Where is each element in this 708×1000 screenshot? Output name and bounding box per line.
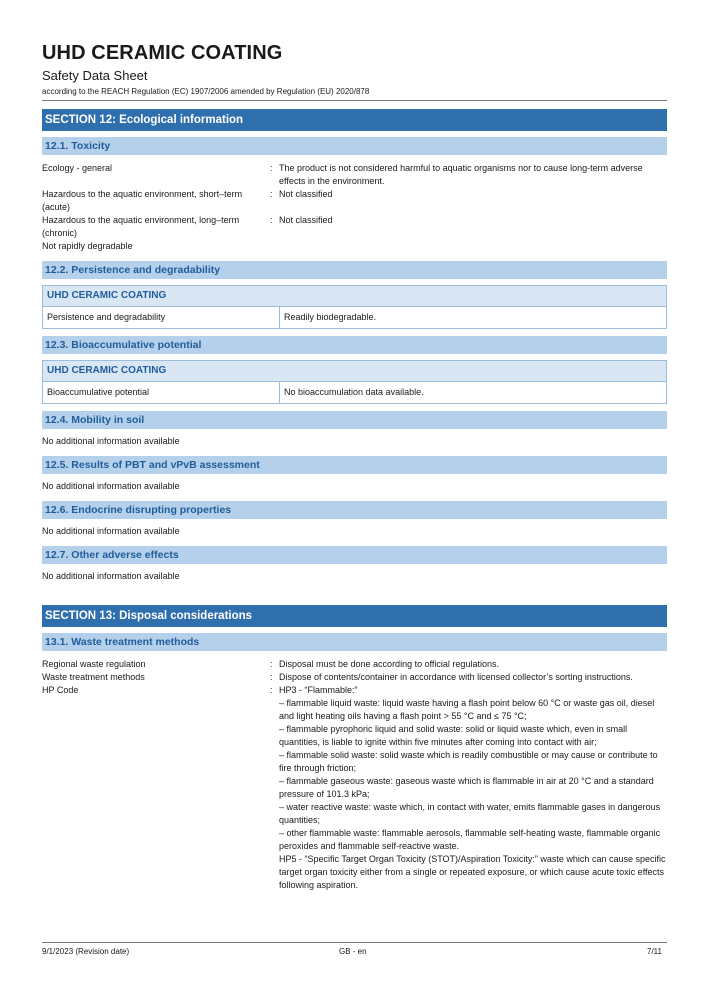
degradability-note: Not rapidly degradable <box>42 241 133 251</box>
hp-line: – flammable pyrophoric liquid and solid waste: solid or liquid waste which, even in small quantities, is liable to ignite within five minutes after coming into contact with air; <box>279 724 628 747</box>
column-divider <box>279 307 280 328</box>
section-13-header: SECTION 13: Disposal considerations <box>42 605 667 627</box>
subsection-12-1-header: 12.1. Toxicity <box>42 137 667 155</box>
bioaccumulative-table <box>42 360 667 404</box>
table-title: UHD CERAMIC COATING <box>42 360 667 382</box>
bioaccumulative-label: Bioaccumulative potential <box>47 387 150 397</box>
hp-line: – flammable gaseous waste: gaseous waste which is flammable in air at 20 °C and a standard pressure of 101.3 kPa; <box>279 776 654 799</box>
colon: : <box>270 215 273 225</box>
subsection-12-6-header: 12.6. Endocrine disrupting properties <box>42 501 667 519</box>
ecology-general-label: Ecology - general <box>42 163 113 173</box>
hp-line: – flammable liquid waste: liquid waste having a flash point below 60 °C or waste gas oil, diesel and light heating oils having a flash point > 55 °C and ≤ 75 °C; <box>279 698 655 721</box>
document-title: UHD CERAMIC COATING <box>42 42 283 64</box>
subsection-12-3-header: 12.3. Bioaccumulative potential <box>42 336 667 354</box>
footer-divider <box>42 942 667 943</box>
endocrine-text: No additional information available <box>42 526 180 536</box>
colon: : <box>270 163 273 173</box>
hp-code-values <box>279 684 669 892</box>
hp-line: – other flammable waste: flammable aerosols, flammable self-heating waste, flammable organic peroxides and flammable self-reactive waste. <box>279 828 661 851</box>
aquatic-acute-label: Hazardous to the aquatic environment, short–term (acute) <box>42 189 243 212</box>
regulation-note: according to the REACH Regulation (EC) 1907/2006 amended by Regulation (EU) 2020/878 <box>42 87 370 96</box>
colon: : <box>270 672 273 682</box>
subsection-12-5-header: 12.5. Results of PBT and vPvB assessment <box>42 456 667 474</box>
hp-line: HP5 - “Specific Target Organ Toxicity (STOT)/Aspiration Toxicity:” waste which can cause specific target organ toxicity either from a single or repeated exposure, or which cause acute toxic effects following aspiration. <box>279 854 666 890</box>
persistence-label: Persistence and degradability <box>47 312 166 322</box>
table-row <box>42 382 667 404</box>
subsection-12-2-header: 12.2. Persistence and degradability <box>42 261 667 279</box>
table-row <box>42 307 667 329</box>
page-number: 7/11 <box>647 947 662 956</box>
section-12-header: SECTION 12: Ecological information <box>42 109 667 131</box>
regional-regulation-label: Regional waste regulation <box>42 659 146 669</box>
aquatic-chronic-label: Hazardous to the aquatic environment, long–term (chronic) <box>42 215 240 238</box>
subsection-12-4-header: 12.4. Mobility in soil <box>42 411 667 429</box>
document-subtitle: Safety Data Sheet <box>42 68 148 83</box>
hp-line: HP3 - “Flammable:” <box>279 685 358 695</box>
aquatic-acute-value: Not classified <box>279 189 333 199</box>
pbt-text: No additional information available <box>42 481 180 491</box>
revision-date: 9/1/2023 (Revision date) <box>42 947 130 956</box>
locale-label: GB - en <box>339 947 367 956</box>
other-effects-text: No additional information available <box>42 571 180 581</box>
column-divider <box>279 382 280 403</box>
mobility-text: No additional information available <box>42 436 180 446</box>
hp-line: – flammable solid waste: solid waste which is readily combustible or may cause or contribute to fire through friction; <box>279 750 658 773</box>
ecology-general-value: The product is not considered harmful to aquatic organisms nor to cause long-term adverse effects in the environment. <box>279 163 643 186</box>
colon: : <box>270 659 273 669</box>
persistence-table <box>42 285 667 329</box>
regional-regulation-value: Disposal must be done according to official regulations. <box>279 659 499 669</box>
colon: : <box>270 685 273 695</box>
subsection-12-7-header: 12.7. Other adverse effects <box>42 546 667 564</box>
aquatic-chronic-value: Not classified <box>279 215 333 225</box>
waste-methods-label: Waste treatment methods <box>42 672 145 682</box>
waste-methods-value: Dispose of contents/container in accordance with licensed collector’s sorting instructions. <box>279 672 633 682</box>
hp-code-label: HP Code <box>42 685 79 695</box>
table-title: UHD CERAMIC COATING <box>42 285 667 307</box>
header-divider <box>42 100 667 101</box>
colon: : <box>270 189 273 199</box>
hp-line: – water reactive waste: waste which, in contact with water, emits flammable gases in dangerous quantities; <box>279 802 661 825</box>
persistence-value: Readily biodegradable. <box>284 312 377 322</box>
bioaccumulative-value: No bioaccumulation data available. <box>284 387 424 397</box>
subsection-13-1-header: 13.1. Waste treatment methods <box>42 633 667 651</box>
